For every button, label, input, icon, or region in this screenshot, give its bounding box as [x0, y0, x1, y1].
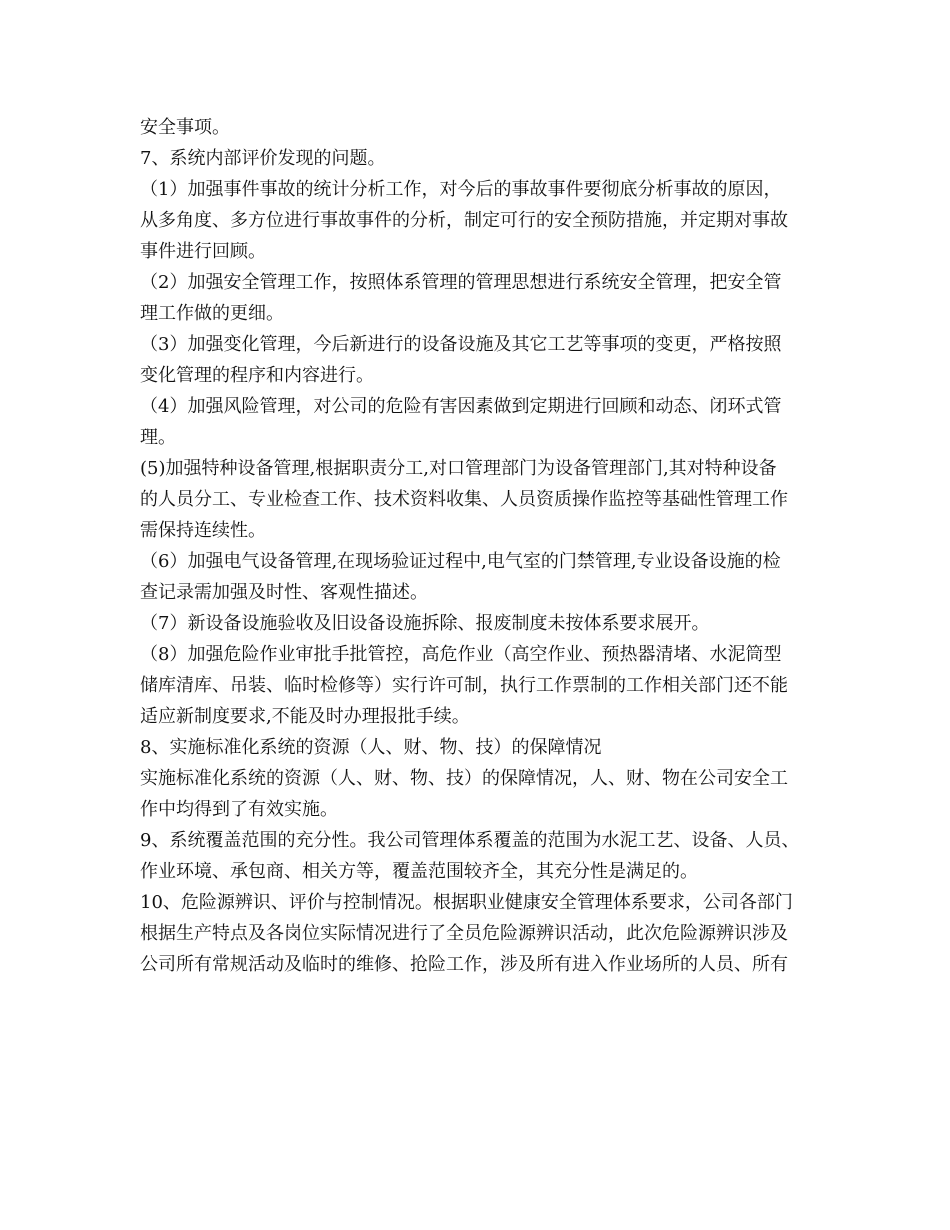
text-line: (5)加强特种设备管理,根据职责分工,对口管理部门为设备管理部门,其对特种设备	[140, 458, 777, 479]
text-line: 作中均得到了有效实施。	[140, 799, 338, 820]
text-line: （3）加强变化管理，今后新进行的设备设施及其它工艺等事项的变更，严格按照	[140, 334, 782, 355]
section-heading: 7、系统内部评价发现的问题。	[140, 148, 386, 169]
text-line: 事件进行回顾。	[140, 241, 266, 262]
text-line: 从多角度、多方位进行事故事件的分析，制定可行的安全预防措施，并定期对事故	[140, 210, 788, 231]
document-body	[140, 112, 830, 980]
text-line: 需保持连续性。	[140, 520, 266, 541]
section-heading: 10、危险源辨识、评价与控制情况。根据职业健康安全管理体系要求，公司各部门	[140, 892, 793, 913]
text-line: 储库清库、吊装、临时检修等）实行许可制，执行工作票制的工作相关部门还不能	[140, 675, 788, 696]
text-line: 实施标准化系统的资源（人、财、物、技）的保障情况，人、财、物在公司安全工	[140, 768, 788, 789]
section-heading: 9、系统覆盖范围的充分性。我公司管理体系覆盖的范围为水泥工艺、设备、人员、	[140, 830, 800, 851]
text-line: 公司所有常规活动及临时的维修、抢险工作，涉及所有进入作业场所的人员、所有	[140, 954, 788, 975]
section-heading: 8、实施标准化系统的资源（人、财、物、技）的保障情况	[140, 737, 602, 758]
text-line: （7）新设备设施验收及旧设备设施拆除、报废制度未按体系要求展开。	[140, 613, 710, 634]
text-line: 安全事项。	[140, 117, 230, 138]
text-line: 理。	[140, 427, 176, 448]
text-line: 理工作做的更细。	[140, 303, 284, 324]
text-line: （8）加强危险作业审批手批管控，高危作业（高空作业、预热器清堵、水泥筒型	[140, 644, 782, 665]
text-line: （6）加强电气设备管理,在现场验证过程中,电气室的门禁管理,专业设备设施的检	[140, 551, 781, 572]
text-line: （1）加强事件事故的统计分析工作，对今后的事故事件要彻底分析事故的原因，	[140, 179, 782, 200]
text-line: （4）加强风险管理，对公司的危险有害因素做到定期进行回顾和动态、闭环式管	[140, 396, 782, 417]
text-line: 根据生产特点及各岗位实际情况进行了全员危险源辨识活动，此次危险源辨识涉及	[140, 923, 788, 944]
text-line: 的人员分工、专业检查工作、技术资料收集、人员资质操作监控等基础性管理工作	[140, 489, 788, 510]
text-line: （2）加强安全管理工作，按照体系管理的管理思想进行系统安全管理，把安全管	[140, 272, 782, 293]
text-line: 作业环境、承包商、相关方等，覆盖范围较齐全，其充分性是满足的。	[140, 861, 698, 882]
text-line: 查记录需加强及时性、客观性描述。	[140, 582, 428, 603]
text-line: 适应新制度要求,不能及时办理报批手续。	[140, 706, 470, 727]
text-line: 变化管理的程序和内容进行。	[140, 365, 374, 386]
